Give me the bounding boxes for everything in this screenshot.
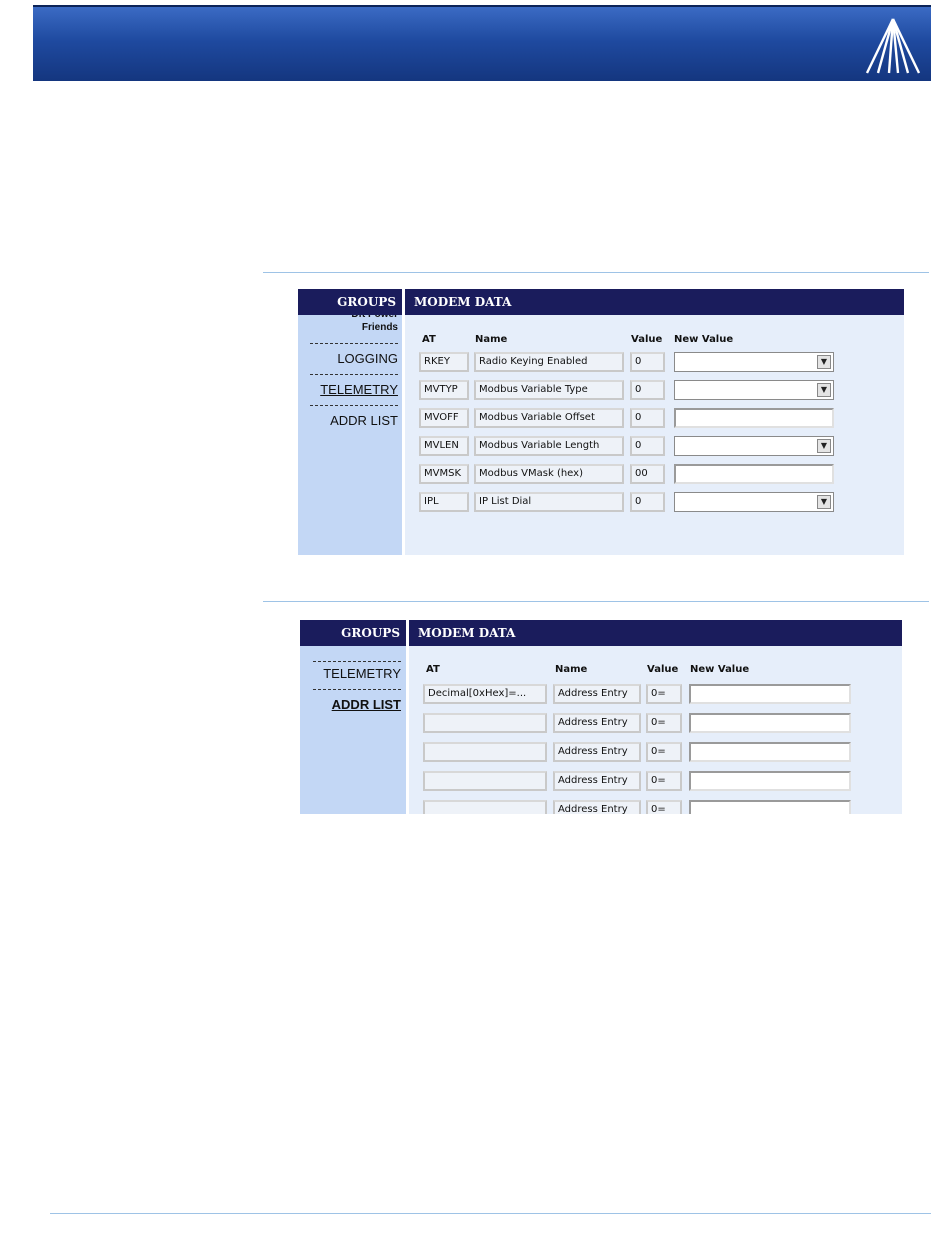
modem-data-heading: MODEM DATA — [418, 626, 516, 640]
at-cell — [423, 771, 547, 791]
groups-sidebar — [298, 289, 404, 555]
header-separator — [402, 289, 405, 555]
name-cell: Modbus VMask (hex) — [474, 464, 624, 484]
column-header-new-value: New Value — [690, 664, 750, 675]
new-value-select[interactable] — [674, 436, 834, 456]
new-value-select[interactable] — [674, 380, 834, 400]
dropdown-arrow-icon[interactable]: ▼ — [817, 355, 831, 369]
column-header-name: Name — [475, 334, 508, 345]
at-cell: MVLEN — [419, 436, 469, 456]
dropdown-arrow-icon[interactable]: ▼ — [817, 383, 831, 397]
value-cell: 0= — [646, 771, 682, 791]
sidebar-divider — [313, 661, 401, 662]
divider-line — [263, 272, 929, 273]
sidebar-item-telemetry[interactable]: TELEMETRY — [323, 666, 401, 681]
header-banner — [33, 5, 931, 81]
new-value-input[interactable] — [689, 800, 851, 814]
at-cell — [423, 800, 547, 814]
value-cell: 0 — [630, 408, 665, 428]
value-cell: 0 — [630, 492, 665, 512]
sidebar-item-telemetry[interactable]: TELEMETRY — [320, 382, 398, 397]
name-cell: Modbus Variable Offset — [474, 408, 624, 428]
value-cell: 0 — [630, 380, 665, 400]
airlink-logo-icon — [863, 15, 923, 77]
at-cell: IPL — [419, 492, 469, 512]
column-header-at: AT — [426, 664, 440, 675]
sidebar-divider — [310, 374, 398, 375]
at-cell: MVMSK — [419, 464, 469, 484]
groups-heading: GROUPS — [341, 626, 400, 640]
new-value-select[interactable] — [674, 492, 834, 512]
value-cell: 0 — [630, 352, 665, 372]
modem-data-screenshot-2 — [300, 620, 902, 814]
value-cell: 0= — [646, 684, 682, 704]
column-header-at: AT — [422, 334, 436, 345]
modem-data-screenshot-1 — [298, 289, 904, 555]
name-cell: Address Entry — [553, 742, 641, 762]
sidebar-item-logging[interactable]: LOGGING — [337, 351, 398, 366]
name-cell: Address Entry — [553, 713, 641, 733]
value-cell: 0= — [646, 713, 682, 733]
groups-heading: GROUPS — [337, 295, 396, 309]
column-header-name: Name — [555, 664, 588, 675]
sidebar-divider — [310, 343, 398, 344]
new-value-input[interactable] — [674, 408, 834, 428]
sidebar-divider — [310, 405, 398, 406]
column-header-value: Value — [647, 664, 679, 675]
groups-sidebar — [300, 620, 407, 814]
name-cell: Address Entry — [553, 800, 641, 814]
at-cell: MVOFF — [419, 408, 469, 428]
new-value-input[interactable] — [674, 464, 834, 484]
new-value-input[interactable] — [689, 684, 851, 704]
new-value-input[interactable] — [689, 771, 851, 791]
value-cell: 0 — [630, 436, 665, 456]
dropdown-arrow-icon[interactable]: ▼ — [817, 495, 831, 509]
column-header-new-value: New Value — [674, 334, 734, 345]
name-cell: Modbus Variable Type — [474, 380, 624, 400]
name-cell: Modbus Variable Length — [474, 436, 624, 456]
at-cell: MVTYP — [419, 380, 469, 400]
name-cell: Address Entry — [553, 684, 641, 704]
value-cell: 00 — [630, 464, 665, 484]
value-cell: 0= — [646, 742, 682, 762]
new-value-input[interactable] — [689, 713, 851, 733]
name-cell: Address Entry — [553, 771, 641, 791]
dropdown-arrow-icon[interactable]: ▼ — [817, 439, 831, 453]
sidebar-item-addr-list[interactable]: ADDR LIST — [331, 697, 401, 712]
sidebar-item-friends[interactable]: Friends — [361, 322, 398, 333]
name-cell: Radio Keying Enabled — [474, 352, 624, 372]
at-cell — [423, 742, 547, 762]
header-separator — [406, 620, 409, 814]
new-value-select[interactable] — [674, 352, 834, 372]
sidebar-item-addr-list[interactable]: ADDR LIST — [330, 413, 398, 428]
value-cell: 0= — [646, 800, 682, 814]
sidebar-divider — [313, 689, 401, 690]
footer-line — [50, 1213, 931, 1214]
modem-data-heading: MODEM DATA — [414, 295, 512, 309]
at-cell: Decimal[0xHex]=... — [423, 684, 547, 704]
new-value-input[interactable] — [689, 742, 851, 762]
column-header-value: Value — [631, 334, 663, 345]
at-cell — [423, 713, 547, 733]
divider-line — [263, 601, 929, 602]
name-cell: IP List Dial — [474, 492, 624, 512]
at-cell: RKEY — [419, 352, 469, 372]
